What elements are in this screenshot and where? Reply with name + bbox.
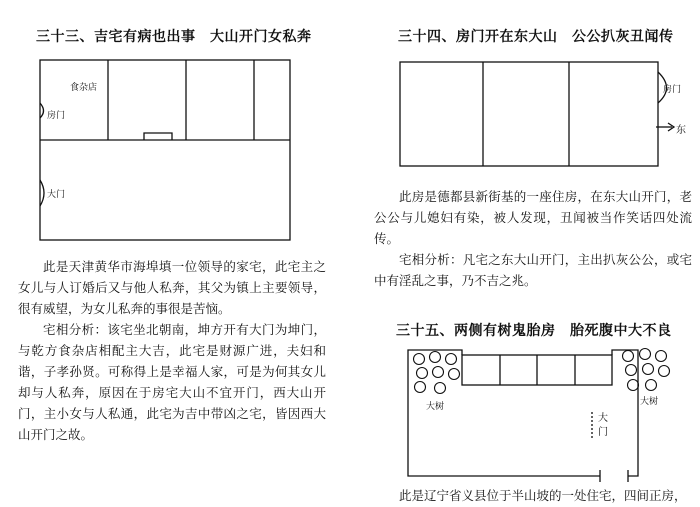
plan-35-yard-right [612, 350, 638, 476]
main-door-label: 大门 [47, 190, 66, 200]
plan-35-main-door-label: 大门 [598, 413, 608, 438]
section-34-para-2: 宅相分析：凡宅之东大山开门，主出扒灰公公，或宅中有淫乱之事，乃不吉之兆。 [374, 252, 692, 288]
plan-35-yard-left [408, 350, 600, 476]
section-34-title: 三十四、房门开在东大山 公公扒灰丑闻传 [398, 29, 674, 45]
section-33-body [18, 256, 326, 445]
trees-right [623, 349, 670, 391]
trees-left [414, 352, 460, 394]
section-33-para-1: 此是天津黄华市海埠填一位领导的家宅，此宅主之女儿与人订婚后又与他人私奔，其父为镇上主要领导，很有威望，为女儿私奔的事很是苦恼。 [18, 259, 326, 316]
floorplan-34 [400, 62, 674, 166]
section-35-para-1: 此是辽宁省义县位于半山坡的一处住宅，四间正房， [399, 488, 687, 503]
section-33-title: 三十三、吉宅有病也出事 大山开门女私奔 [36, 29, 312, 45]
section-35-title: 三十五、两侧有树鬼胎房 胎死腹中大不良 [396, 323, 672, 339]
big-tree-right-label: 大树 [640, 397, 659, 407]
section-34-body [374, 186, 692, 291]
section-34-para-1: 此房是德都县新街基的一座住房，在东大山开门，老公公与儿媳妇有染，被人发现，丑闻被当作笑话四处流传。 [374, 189, 692, 246]
plan-34-house-door-label: 房门 [663, 85, 682, 95]
section-33-para-2: 宅相分析：该宅坐北朝南，坤方开有大门为坤门，与乾方食杂店相配主大吉，此宅是财源广进，夫妇和谐，子孝孙贤。可称得上是幸福人家，可是为何其女儿却与人私奔，原因在于房宅大山不宜开门，西大山开门，主小女与人私通，此宅为吉中带凶之宅，皆因西大山开门之故。 [18, 322, 326, 442]
house-door-label: 房门 [47, 111, 66, 121]
big-tree-left-label: 大树 [426, 402, 445, 412]
plan-34-outline [400, 62, 658, 166]
section-35-body [374, 485, 692, 506]
plan-33-inner-door [144, 133, 172, 140]
east-label: 东 [676, 125, 686, 136]
shop-label: 食杂店 [70, 83, 98, 93]
